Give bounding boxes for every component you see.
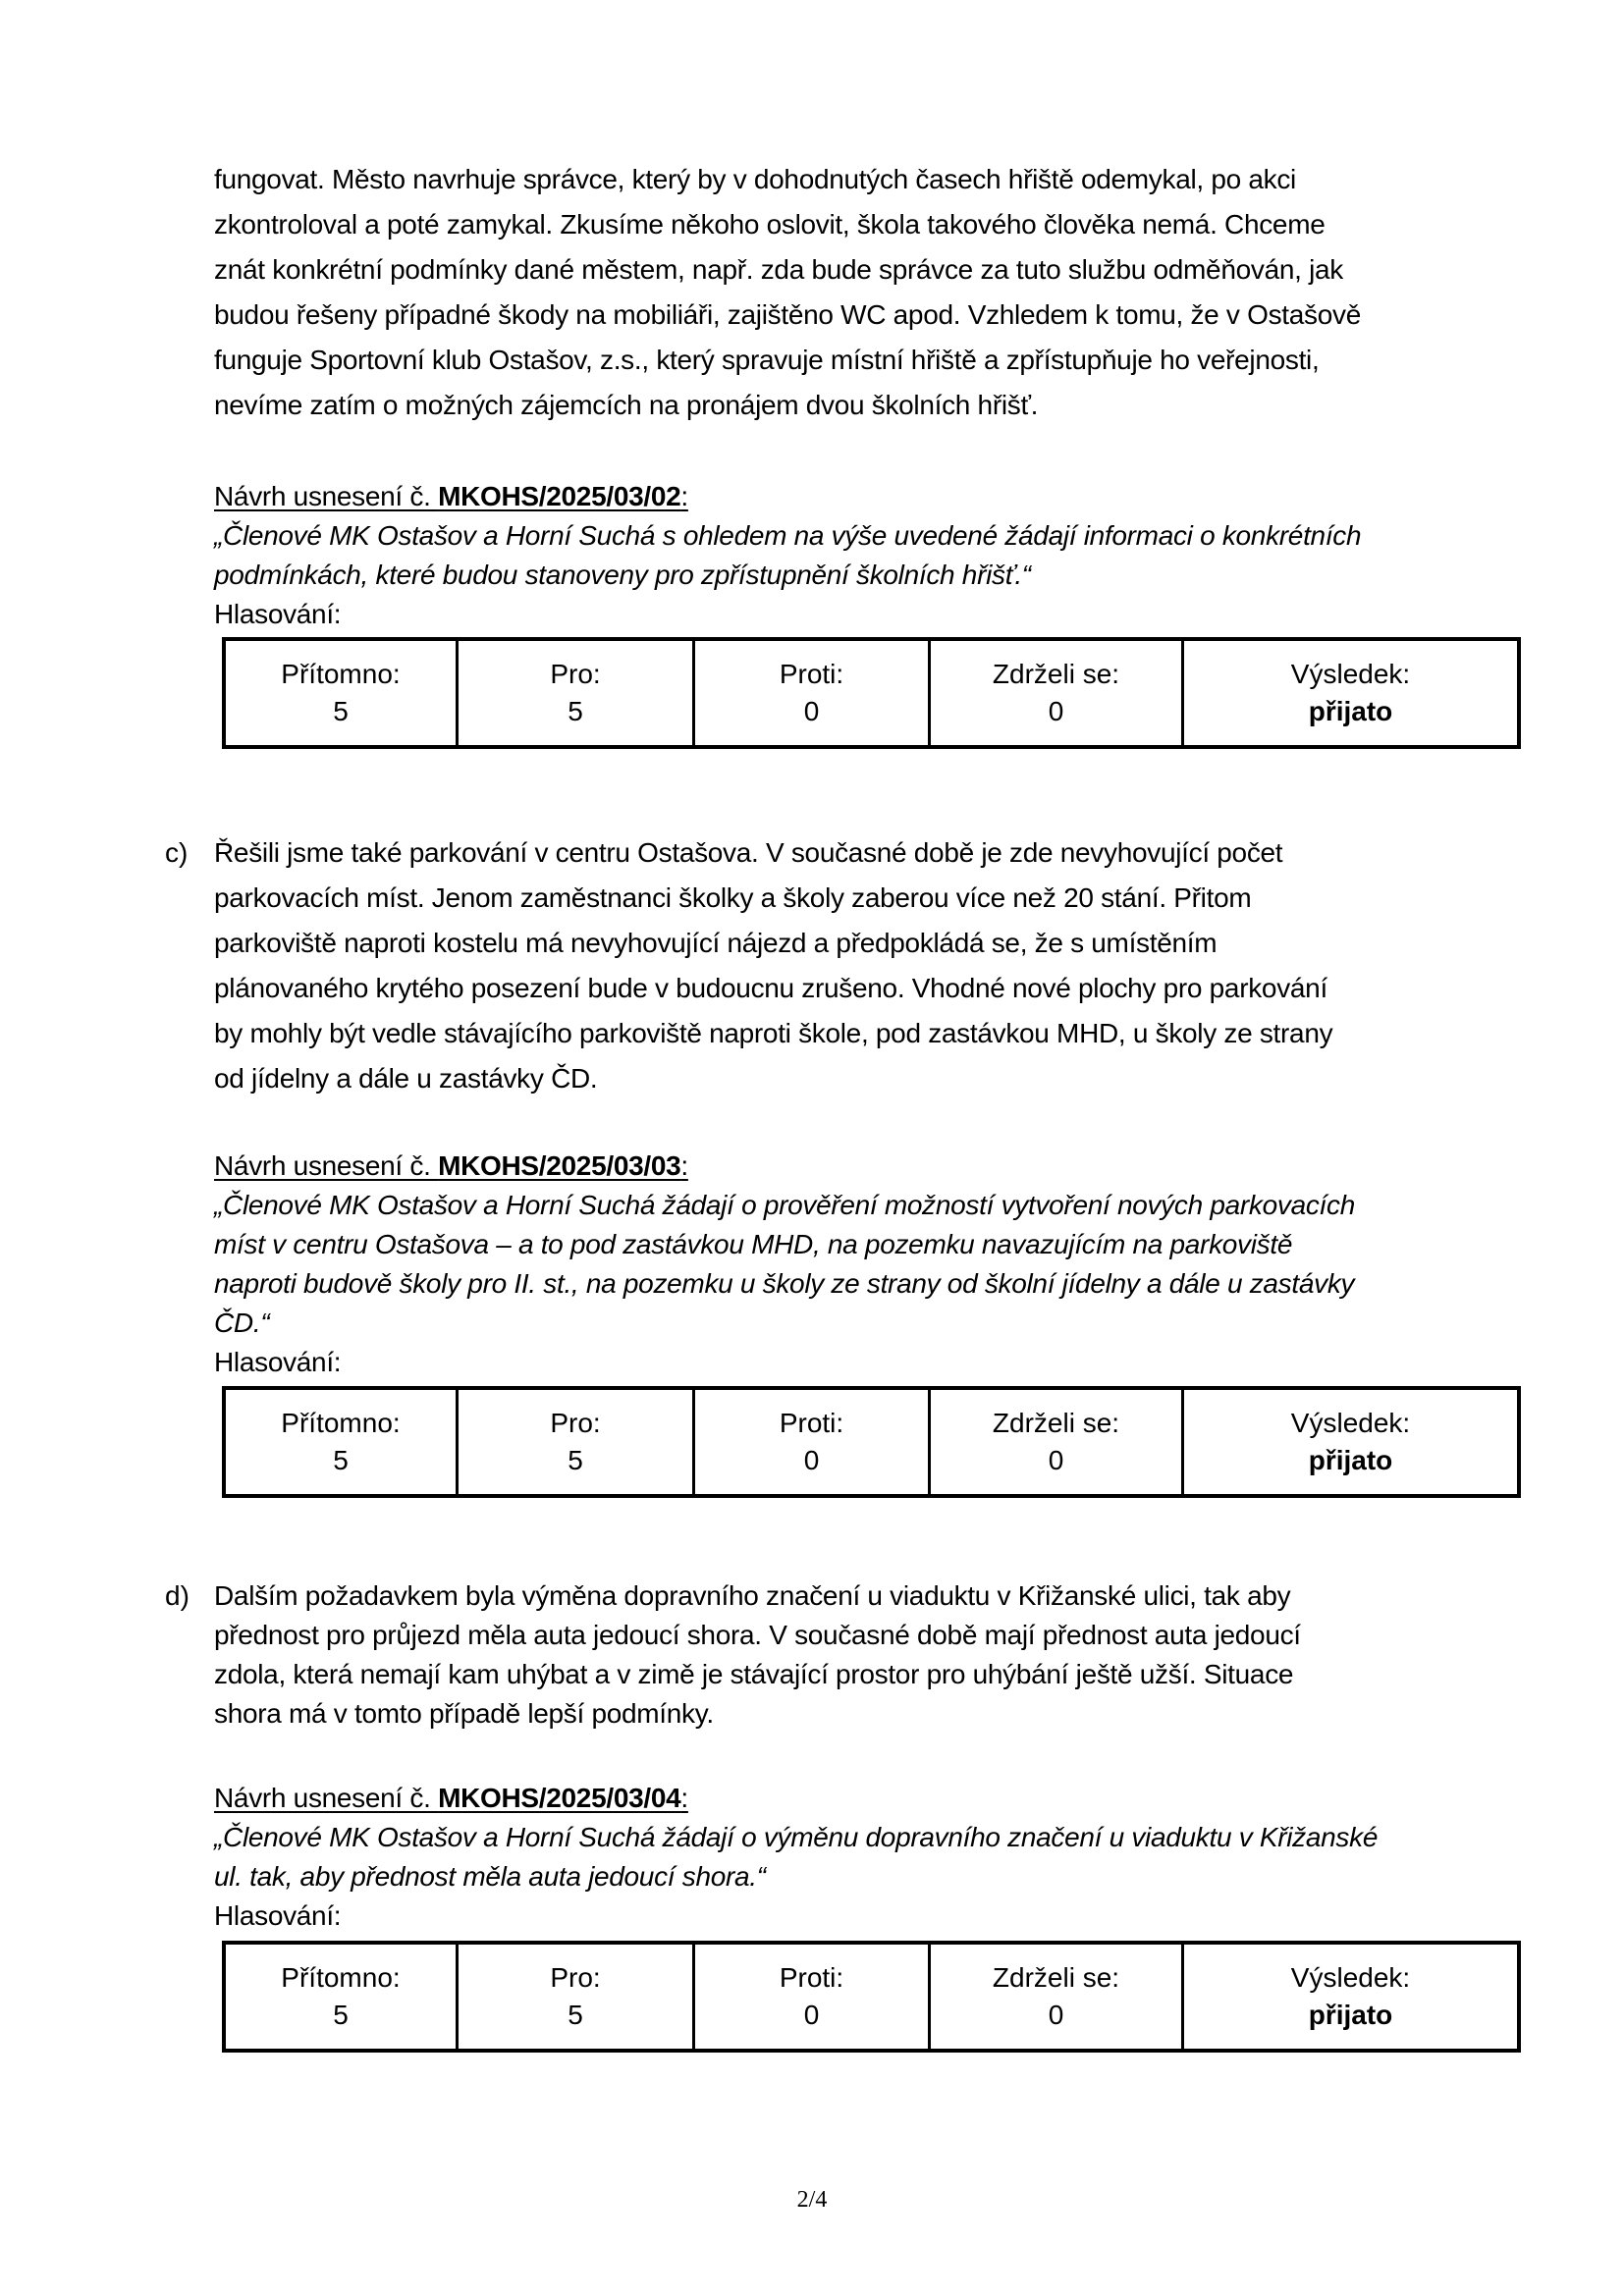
vote-table-04 bbox=[222, 1941, 1521, 2053]
cell-label: Pro: bbox=[550, 659, 601, 689]
resolution-title bbox=[214, 1147, 1530, 1186]
cell-label: Proti: bbox=[779, 1408, 844, 1438]
cell-label: Zdrželi se: bbox=[992, 659, 1120, 689]
vote-label: Hlasování: bbox=[214, 599, 342, 629]
vote-cell-abstain bbox=[930, 1388, 1183, 1496]
resolution-02 bbox=[214, 477, 1530, 634]
cell-label: Přítomno: bbox=[281, 1962, 401, 1993]
quote-line: „Členové MK Ostašov a Horní Suchá s ohledem na výše uvedené žádají informaci o konkrétních bbox=[214, 520, 1362, 551]
paragraph-line: funguje Sportovní klub Ostašov, z.s., který spravuje místní hřiště a zpřístupňuje ho veřejnosti, bbox=[214, 345, 1320, 375]
cell-value: 5 bbox=[568, 1445, 583, 1475]
cell-label: Proti: bbox=[779, 1962, 844, 1993]
cell-value: 0 bbox=[803, 1445, 820, 1475]
item-c-paragraph bbox=[214, 830, 1530, 1101]
paragraph-line: Řešili jsme také parkování v centru Ostašova. V současné době je zde nevyhovující počet bbox=[214, 837, 1283, 868]
quote-line: ul. tak, aby přednost měla auta jedoucí shora.“ bbox=[214, 1861, 766, 1892]
quote-line: podmínkách, které budou stanoveny pro zpřístupnění školních hřišť.“ bbox=[214, 560, 1031, 590]
cell-label: Přítomno: bbox=[281, 1408, 401, 1438]
cell-label: Pro: bbox=[550, 1408, 601, 1438]
cell-value: 5 bbox=[333, 2000, 349, 2030]
vote-cell-result bbox=[1183, 1388, 1520, 1496]
paragraph-line: nevíme zatím o možných zájemcích na pronájem dvou školních hřišť. bbox=[214, 390, 1039, 420]
vote-label: Hlasování: bbox=[214, 1347, 342, 1377]
cell-value: 0 bbox=[1048, 696, 1064, 726]
vote-cell-against bbox=[694, 1388, 930, 1496]
item-label-c: c) bbox=[165, 837, 189, 868]
resolution-04 bbox=[214, 1779, 1530, 1936]
paragraph-line: parkoviště naproti kostelu má nevyhovující nájezd a předpokládá se, že s umístěním bbox=[214, 928, 1218, 958]
cell-label: Výsledek: bbox=[1290, 1962, 1411, 1993]
cell-value: 5 bbox=[333, 1445, 349, 1475]
vote-table-03 bbox=[222, 1386, 1521, 1498]
resolution-number: MKOHS/2025/03/02 bbox=[438, 481, 681, 511]
resolution-number: MKOHS/2025/03/03 bbox=[438, 1150, 681, 1181]
result-value: přijato bbox=[1308, 696, 1393, 726]
vote-cell-against bbox=[694, 639, 930, 747]
resolution-title-suffix: : bbox=[680, 481, 688, 511]
resolution-03 bbox=[214, 1147, 1530, 1382]
vote-cell-result bbox=[1183, 1943, 1520, 2051]
paragraph-line: přednost pro průjezd měla auta jedoucí shora. V současné době mají přednost auta jedoucí bbox=[214, 1620, 1301, 1650]
resolution-title-prefix: Návrh usnesení č. bbox=[214, 1783, 439, 1813]
vote-cell-for bbox=[458, 1388, 694, 1496]
vote-cell-for bbox=[458, 1943, 694, 2051]
vote-cell-for bbox=[458, 639, 694, 747]
paragraph-line: plánovaného krytého posezení bude v budoucnu zrušeno. Vhodné nové plochy pro parkování bbox=[214, 973, 1327, 1003]
quote-line: ČD.“ bbox=[214, 1308, 270, 1338]
cell-label: Proti: bbox=[779, 659, 844, 689]
resolution-title-prefix: Návrh usnesení č. bbox=[214, 481, 439, 511]
quote-line: naproti budově školy pro II. st., na pozemku u školy ze strany od školní jídelny a dále u zastávky bbox=[214, 1268, 1355, 1299]
vote-cell-present bbox=[224, 1388, 458, 1496]
table-row bbox=[224, 1943, 1519, 2051]
cell-value: 0 bbox=[803, 696, 820, 726]
item-d-paragraph bbox=[214, 1576, 1530, 1734]
cell-label: Přítomno: bbox=[281, 659, 401, 689]
cell-label: Zdrželi se: bbox=[992, 1408, 1120, 1438]
vote-cell-abstain bbox=[930, 639, 1183, 747]
cell-label: Pro: bbox=[550, 1962, 601, 1993]
resolution-title bbox=[214, 1779, 1530, 1818]
resolution-title-prefix: Návrh usnesení č. bbox=[214, 1150, 439, 1181]
resolution-quote bbox=[214, 1186, 1530, 1343]
quote-line: „Členové MK Ostašov a Horní Suchá žádají o výměnu dopravního značení u viaduktu v Křižanské bbox=[214, 1822, 1379, 1852]
paragraph-line: znát konkrétní podmínky dané městem, např. zda bude správce za tuto službu odměňován, jak bbox=[214, 254, 1343, 285]
quote-line: „Členové MK Ostašov a Horní Suchá žádají o prověření možností vytvoření nových parkovacích bbox=[214, 1190, 1356, 1220]
cell-label: Výsledek: bbox=[1290, 1408, 1411, 1438]
page-number: 2/4 bbox=[796, 2187, 828, 2213]
cell-value: 0 bbox=[803, 2000, 820, 2030]
vote-cell-present bbox=[224, 639, 458, 747]
paragraph-line: shora má v tomto případě lepší podmínky. bbox=[214, 1698, 714, 1729]
paragraph-line: zdola, která nemají kam uhýbat a v zimě je stávající prostor pro uhýbání ještě užší. Situace bbox=[214, 1659, 1294, 1689]
paragraph-line: Dalším požadavkem byla výměna dopravního značení u viaduktu v Křižanské ulici, tak aby bbox=[214, 1580, 1291, 1611]
resolution-title-suffix: : bbox=[680, 1150, 688, 1181]
table-row bbox=[224, 639, 1519, 747]
paragraph-line: parkovacích míst. Jenom zaměstnanci školky a školy zaberou více než 20 stání. Přitom bbox=[214, 882, 1252, 913]
result-value: přijato bbox=[1308, 2000, 1393, 2030]
cell-value: 0 bbox=[1048, 2000, 1064, 2030]
resolution-quote bbox=[214, 516, 1530, 595]
item-label-d: d) bbox=[165, 1580, 189, 1611]
vote-cell-result bbox=[1183, 639, 1520, 747]
resolution-number: MKOHS/2025/03/04 bbox=[438, 1783, 681, 1813]
table-row bbox=[224, 1388, 1519, 1496]
quote-line: míst v centru Ostašova – a to pod zastávkou MHD, na pozemku navazujícím na parkoviště bbox=[214, 1229, 1293, 1259]
vote-table-02 bbox=[222, 637, 1521, 749]
paragraph-line: by mohly být vedle stávajícího parkoviště naproti škole, pod zastávkou MHD, u školy ze strany bbox=[214, 1018, 1333, 1048]
paragraph-line: zkontroloval a poté zamykal. Zkusíme někoho oslovit, škola takového člověka nemá. Chceme bbox=[214, 209, 1326, 240]
cell-value: 0 bbox=[1048, 1445, 1064, 1475]
paragraph-line: fungovat. Město navrhuje správce, který by v dohodnutých časech hřiště odemykal, po akci bbox=[214, 164, 1296, 194]
cell-value: 5 bbox=[568, 696, 583, 726]
cell-value: 5 bbox=[568, 2000, 583, 2030]
resolution-title bbox=[214, 477, 1530, 516]
resolution-title-suffix: : bbox=[680, 1783, 688, 1813]
resolution-quote bbox=[214, 1818, 1530, 1896]
intro-paragraph bbox=[214, 157, 1530, 428]
cell-label: Výsledek: bbox=[1290, 659, 1411, 689]
cell-value: 5 bbox=[333, 696, 349, 726]
vote-label: Hlasování: bbox=[214, 1900, 342, 1931]
paragraph-line: budou řešeny případné škody na mobiliáři, zajištěno WC apod. Vzhledem k tomu, že v Ostašově bbox=[214, 299, 1361, 330]
vote-cell-abstain bbox=[930, 1943, 1183, 2051]
cell-label: Zdrželi se: bbox=[992, 1962, 1120, 1993]
result-value: přijato bbox=[1308, 1445, 1393, 1475]
vote-cell-present bbox=[224, 1943, 458, 2051]
vote-cell-against bbox=[694, 1943, 930, 2051]
paragraph-line: od jídelny a dále u zastávky ČD. bbox=[214, 1063, 598, 1094]
